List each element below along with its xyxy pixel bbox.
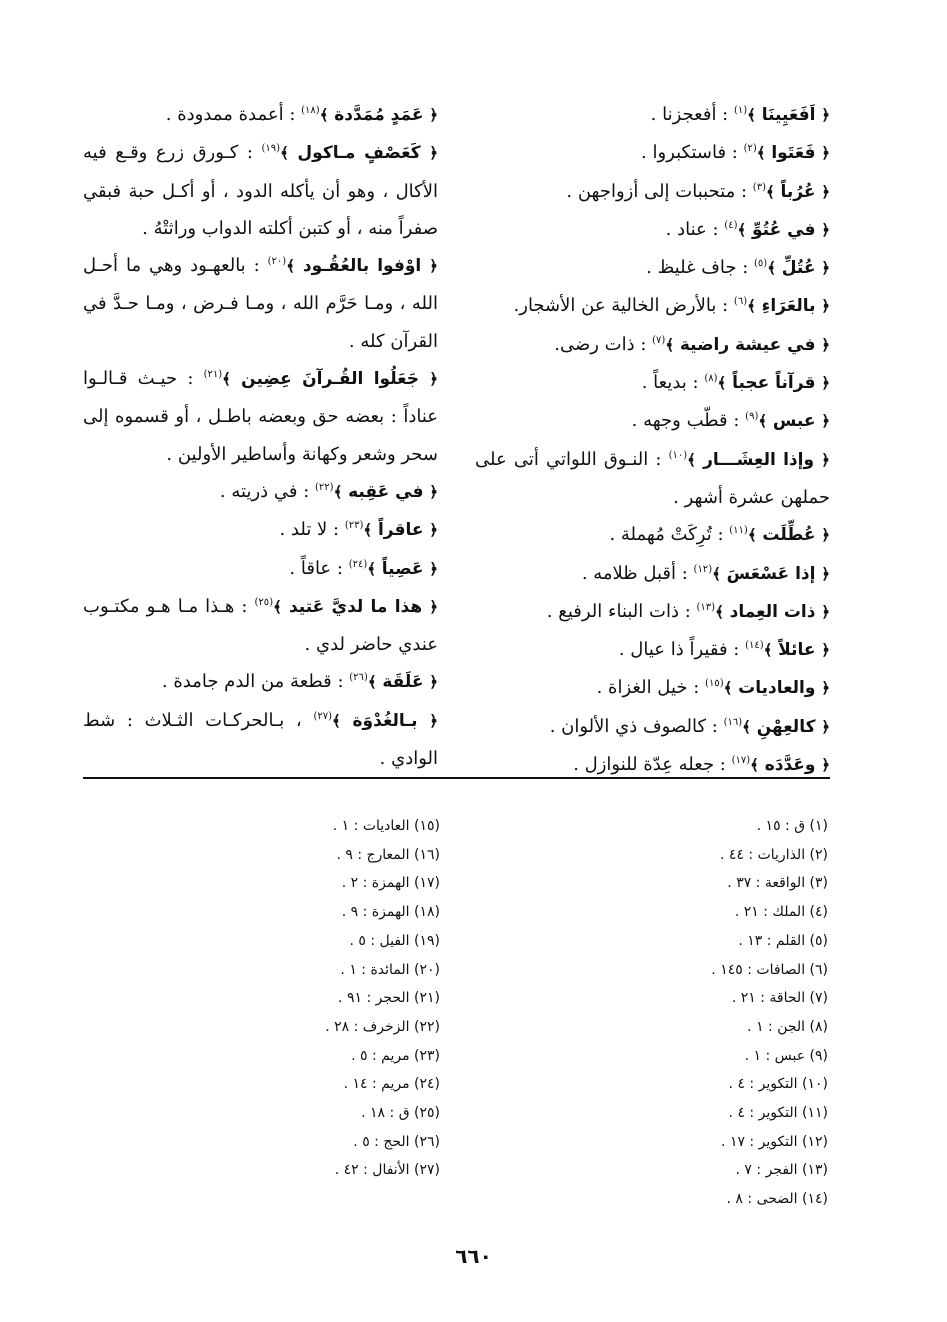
footnote-marker: (٧)	[652, 334, 666, 346]
close-bracket: ﴾	[687, 450, 696, 469]
definition-text: : كالصوف ذي الألوان .	[549, 715, 718, 737]
footnote-line: (١٣) الفجر : ٧ .	[735, 1162, 828, 1179]
definition-text: : فقيراً ذا عيال .	[618, 639, 740, 661]
quran-word: عَمَدٍ مُمَدَّدة	[334, 105, 424, 125]
quran-word: عُرُباً	[780, 181, 816, 202]
open-bracket: ﴿	[821, 335, 830, 354]
glossary-entry	[83, 473, 438, 511]
glossary-entry	[475, 96, 830, 134]
definition-text: : تُرِكَتْ مُهملة .	[609, 524, 724, 546]
close-bracket: ﴾	[286, 257, 295, 276]
footnote-line: (٤) الملك : ٢١ .	[734, 904, 828, 921]
footnote-marker: (٦)	[733, 296, 748, 308]
glossary-entry	[475, 441, 830, 517]
quran-word: عاقراً	[377, 520, 424, 541]
footnote-marker: (٢٤)	[348, 558, 368, 570]
glossary-entry	[83, 588, 438, 664]
definition-text: : جاف غليظ .	[646, 257, 749, 279]
open-bracket: ﴿	[821, 564, 830, 583]
quran-word: عَلَقَة	[382, 672, 424, 693]
glossary-entry	[475, 249, 830, 287]
glossary-entry	[475, 669, 830, 707]
glossary-entry	[475, 326, 830, 364]
footnote-line: (٢١) الحجر : ٩١ .	[338, 990, 440, 1007]
definition-text: : فاستكبروا .	[641, 142, 738, 164]
glossary-entry	[475, 134, 830, 172]
open-bracket: ﴿	[429, 711, 438, 730]
quran-word: في عُتُوِّ	[752, 219, 816, 240]
close-bracket: ﴾	[319, 106, 329, 124]
definition-text: : خيل الغزاة .	[596, 677, 700, 699]
close-bracket: ﴾	[363, 521, 373, 540]
open-bracket: ﴿	[821, 717, 830, 736]
definition-text: : النـوق اللواتي أتى على حملهن عشرة أشهر .	[475, 448, 830, 508]
page-number: ٦٦٠	[455, 1244, 492, 1268]
footnote-marker: (١٨)	[301, 105, 320, 116]
definition-text: : بالأرض الخالية عن الأشجار.	[513, 295, 729, 317]
close-bracket: ﴾	[665, 335, 675, 354]
footnote-marker: (٢٦)	[349, 672, 368, 684]
footnote-marker: (٢٣)	[344, 520, 364, 532]
definition-text: : ذات رضى.	[554, 333, 647, 355]
footnote-line: (١٨) الهمزة : ٩ .	[341, 904, 440, 921]
open-bracket: ﴿	[821, 374, 830, 393]
footnote-marker: (٢٥)	[254, 596, 274, 608]
definition-text: : قطعة من الدم جامدة .	[161, 671, 344, 693]
definition-text: ، بـالحركـات الثـلاث : شط الوادي .	[83, 709, 438, 770]
footnote-line: (٥) القلم : ١٣ .	[738, 932, 828, 949]
open-bracket: ﴿	[821, 220, 830, 239]
footnote-line: (٣) الواقعة : ٣٧ .	[727, 875, 828, 892]
footnote-marker: (٢٧)	[313, 710, 333, 722]
footnote-marker: (١٠)	[668, 449, 688, 461]
footnote-line: (٢٧) الأنفال : ٤٢ .	[334, 1162, 440, 1179]
glossary-entry	[83, 550, 438, 588]
quran-word: بـالغُدْوَة	[352, 710, 418, 731]
open-bracket: ﴿	[821, 182, 830, 201]
glossary-entry	[475, 211, 830, 249]
close-bracket: ﴾	[717, 374, 727, 393]
glossary-entry	[475, 593, 830, 631]
close-bracket: ﴾	[747, 526, 757, 545]
footnote-marker: (٢)	[743, 143, 757, 155]
close-bracket: ﴾	[765, 182, 775, 201]
close-bracket: ﴾	[367, 673, 377, 692]
quran-word: عبس	[772, 411, 816, 432]
footnote-line: (٢٤) مريم : ١٤ .	[343, 1076, 440, 1093]
close-bracket: ﴾	[742, 717, 751, 736]
footnote-line: (٢٠) المائدة : ١ .	[340, 961, 440, 978]
open-bracket: ﴿	[429, 370, 438, 389]
footnote-marker: (٢٠)	[267, 256, 287, 268]
footnote-marker: (١٢)	[693, 563, 713, 575]
quran-word: في عَقِبه	[348, 481, 424, 502]
quran-word: عَصِياً	[381, 558, 424, 579]
glossary-entry	[83, 663, 438, 701]
quran-word: اوْفوا بالعُقُـود	[302, 256, 422, 277]
quran-word: هذا ما لديَّ عَتيد	[288, 596, 423, 617]
quran-word: كالعِهْنِ	[756, 716, 816, 737]
footnote-line: (٢٢) الزخرف : ٢٨ .	[325, 1018, 440, 1035]
definition-text: : لا تلد .	[279, 519, 340, 541]
definition-text: : ذات البناء الرفيع .	[546, 600, 691, 622]
open-bracket: ﴿	[821, 450, 830, 469]
close-bracket: ﴾	[723, 679, 733, 698]
footnote-line: (٩) عبس : ١ .	[744, 1047, 828, 1064]
footnote-line: (٦) الصافات : ١٤٥ .	[711, 961, 828, 978]
definition-text: : متحببات إلى أزواجهن .	[566, 180, 748, 202]
open-bracket: ﴿	[429, 559, 438, 578]
open-bracket: ﴿	[429, 257, 438, 276]
quran-word: إذا عَسْعَسَ	[726, 563, 816, 584]
footnote-marker: (٤)	[724, 219, 738, 231]
footnote-line: (١١) التكوير : ٤ .	[728, 1105, 828, 1122]
footnote-marker: (٩)	[745, 411, 759, 423]
footnotes-left	[240, 812, 440, 1185]
definition-text: : حيـث قـالـوا عناداً : بعضه حق وبعضه باطـل ، أو قسموه إلى سحر وشعر وكهانة وأساطير الأولين .	[83, 368, 438, 465]
definition-text: : كـورق زرع وقـع فيه الأكال ، وهو أن يأكله الدود ، أو أكـل حبة فبقي صفراً منه ، أو كتبن أكلته الدواب وراثتْهُ .	[83, 142, 438, 239]
footnote-line: (٧) الحاقة : ٢١ .	[731, 990, 828, 1007]
quran-word: بالعَرَاءِ	[761, 296, 816, 317]
close-bracket: ﴾	[747, 106, 756, 124]
close-bracket: ﴾	[758, 412, 768, 431]
footnote-marker: (١٧)	[731, 755, 751, 767]
footnote-line: (٨) الجن : ١ .	[747, 1018, 828, 1035]
quran-word: اَفَعَيِينَا	[761, 105, 816, 125]
close-bracket: ﴾	[280, 144, 289, 163]
footnote-marker: (١)	[733, 105, 748, 116]
glossary-entry	[475, 555, 830, 593]
footnote-marker: (١٦)	[723, 716, 743, 728]
close-bracket: ﴾	[715, 602, 724, 621]
glossary-column-right	[475, 96, 830, 784]
glossary-entry	[475, 402, 830, 440]
footnote-line: (١٥) العاديات : ١ .	[332, 818, 440, 834]
glossary-entry	[475, 287, 830, 325]
open-bracket: ﴿	[429, 521, 438, 540]
quran-word: في عيشة راضية	[679, 334, 816, 355]
close-bracket: ﴾	[273, 597, 282, 616]
footnote-line: (١٠) التكوير : ٤ .	[728, 1076, 828, 1093]
close-bracket: ﴾	[756, 144, 766, 163]
footnote-separator	[83, 777, 830, 779]
open-bracket: ﴿	[429, 597, 438, 616]
definition-text: : هـذا مـا هـو مكتـوب عندي حاضر لدي .	[83, 595, 438, 656]
quran-word: عُتُلِّ	[781, 258, 816, 279]
quran-word: وإذا العِشَـــار	[703, 449, 815, 470]
close-bracket: ﴾	[712, 564, 721, 583]
footnote-marker: (٢٢)	[315, 481, 334, 493]
quran-word: وعَدَّدَه	[764, 755, 816, 776]
close-bracket: ﴾	[367, 559, 377, 578]
close-bracket: ﴾	[747, 297, 756, 316]
close-bracket: ﴾	[737, 220, 747, 239]
open-bracket: ﴿	[429, 673, 438, 692]
open-bracket: ﴿	[429, 482, 438, 501]
footnote-marker: (١٣)	[696, 601, 716, 613]
footnote-marker: (٢١)	[203, 369, 223, 381]
glossary-entry	[475, 631, 830, 669]
open-bracket: ﴿	[821, 106, 830, 124]
definition-text: : بالعهـود وهي ما أحـل الله ، ومـا حَرَّم الله ، ومـا فـرض ، ومـا حـدَّ في القرآن كله .	[83, 255, 438, 352]
glossary-column-left	[83, 96, 438, 777]
definition-text: : أعمدة ممدودة .	[165, 104, 296, 125]
footnote-marker: (٥)	[754, 258, 768, 270]
close-bracket: ﴾	[767, 259, 776, 278]
quran-word: عائلاً	[778, 640, 816, 661]
footnote-line: (١٢) التكوير : ١٧ .	[721, 1133, 828, 1150]
definition-text: : بديعاً .	[641, 372, 699, 394]
open-bracket: ﴿	[821, 144, 830, 163]
open-bracket: ﴿	[821, 756, 830, 775]
footnote-line: (١٧) الهمزة : ٢ .	[341, 875, 440, 892]
close-bracket: ﴾	[750, 756, 759, 775]
definition-text: : عناد .	[665, 218, 719, 240]
glossary-entry	[475, 364, 830, 402]
glossary-entry	[83, 511, 438, 549]
close-bracket: ﴾	[222, 370, 231, 389]
open-bracket: ﴿	[821, 297, 830, 316]
close-bracket: ﴾	[333, 482, 343, 501]
glossary-entry	[83, 96, 438, 134]
open-bracket: ﴿	[821, 259, 830, 278]
definition-text: : أفعجزنا .	[650, 104, 729, 125]
quran-word: كَعَصْفٍ مـاكول	[297, 143, 421, 164]
open-bracket: ﴿	[429, 144, 438, 163]
open-bracket: ﴿	[821, 641, 830, 660]
footnote-line: (١) ق : ١٥ .	[756, 818, 828, 834]
footnotes-right	[600, 812, 828, 1214]
glossary-entry	[83, 247, 438, 360]
footnote-line: (١٦) المعارج : ٩ .	[336, 846, 440, 863]
footnote-line: (٢٥) ق : ١٨ .	[361, 1105, 440, 1122]
footnote-line: (١٤) الضحى : ٨ .	[726, 1191, 828, 1208]
footnote-line: (١٩) الفيل : ٥ .	[349, 932, 440, 949]
open-bracket: ﴿	[821, 679, 830, 698]
definition-text: : قطّب وجهه .	[631, 410, 740, 432]
footnote-line: (٢٣) مريم : ٥ .	[351, 1047, 440, 1064]
footnote-line: (٢٦) الحج : ٥ .	[353, 1133, 440, 1150]
quran-word: قرآناً عجباً	[732, 373, 816, 394]
open-bracket: ﴿	[821, 602, 830, 621]
quran-word: عُطِّلَت	[762, 525, 816, 546]
open-bracket: ﴿	[429, 106, 438, 124]
quran-word: ذات العِماد	[729, 601, 816, 622]
open-bracket: ﴿	[821, 526, 830, 545]
definition-text: : أقبل ظلامه .	[581, 562, 688, 584]
quran-word: جَعَلُوا القُـرآنَ عِضِين	[241, 369, 419, 390]
footnote-marker: (٨)	[704, 373, 718, 385]
footnote-marker: (٣)	[752, 181, 766, 193]
close-bracket: ﴾	[763, 641, 773, 660]
definition-text: : جعله عِدّة للنوازل .	[573, 754, 726, 776]
glossary-entry	[475, 173, 830, 211]
quran-word: والعاديات	[738, 678, 816, 699]
glossary-entry	[83, 134, 438, 247]
footnote-marker: (١٩)	[261, 143, 281, 155]
glossary-entry	[475, 708, 830, 746]
glossary-entry	[83, 360, 438, 473]
footnote-marker: (١٤)	[745, 640, 764, 652]
footnote-marker: (١١)	[729, 525, 748, 537]
glossary-entry	[83, 702, 438, 778]
definition-text: : في ذريته .	[219, 480, 310, 502]
footnote-marker: (١٥)	[705, 678, 724, 690]
footnote-line: (٢) الذاريات : ٤٤ .	[720, 846, 828, 863]
glossary-entry	[475, 516, 830, 554]
definition-text: : عاقاً .	[289, 557, 343, 579]
open-bracket: ﴿	[821, 412, 830, 431]
quran-word: فَعَتَوا	[771, 143, 816, 164]
close-bracket: ﴾	[332, 711, 341, 730]
